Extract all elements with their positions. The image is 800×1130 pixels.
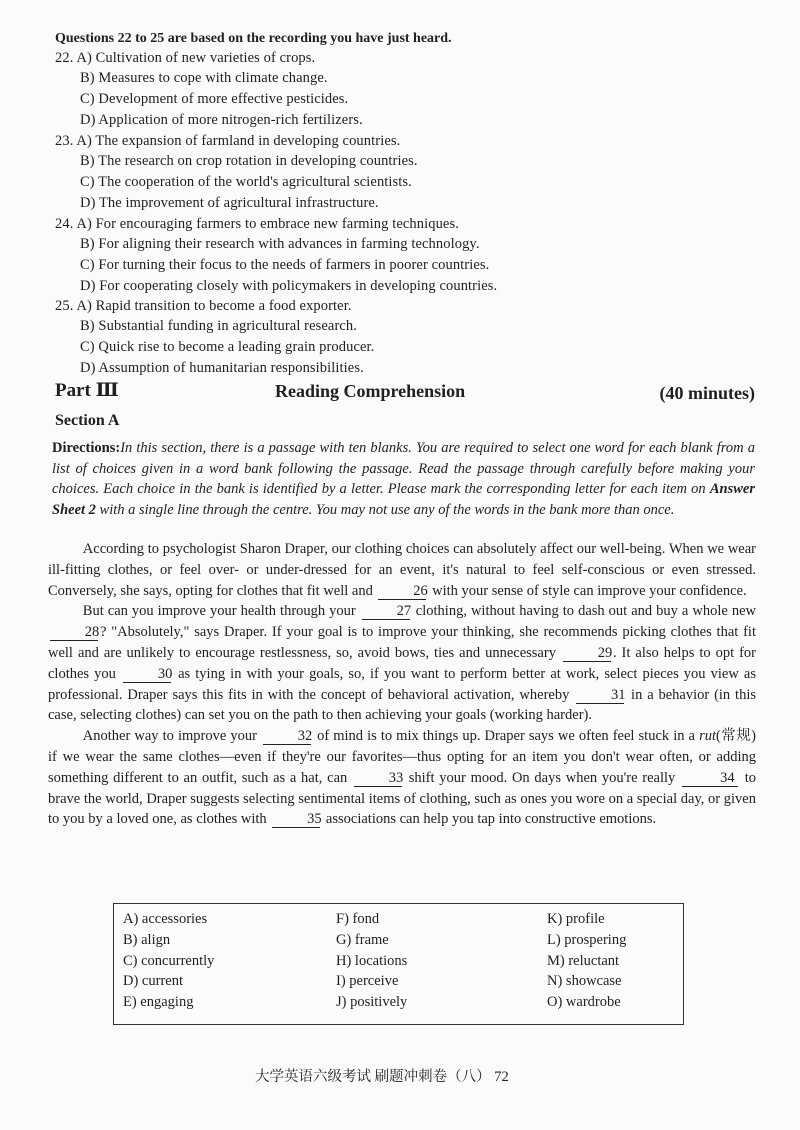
question-number: 22. [55,50,74,66]
option: A) For encouraging farmers to embrace new farming techniques. [76,216,459,232]
blank-29: 29 [563,645,611,662]
questions-header: Questions 22 to 25 are based on the recording you have just heard. [55,31,452,46]
answer-sheet-ref: Answer Sheet 2 [52,481,755,518]
word-bank-item: N) showcase [547,973,622,990]
word-bank [113,903,684,1025]
word-bank-column-3 [547,909,626,1013]
section-title: Section A [55,412,120,429]
page-footer: 大学英语六级考试 刷题冲刺卷（八） 72 [255,1069,509,1085]
word-bank-item: B) align [123,931,171,948]
paragraph-2: But can you improve your health through your 27 clothing, without having to dash out and buy a whole new 28? "Absolutely," says Draper. If your goal is to improve your thinking, she recommends picking clothes that fit well and are unlikely to encourage restlessness, so, avoid bows, ties and unnecessary 29. It also helps to opt for clothes you 30 as tying in with your goals, so, if you want to perform better at work, select pieces you view as professional. Draper says this fits in with the concept of behavioral activation, whereby 31 in a behavior (in this case, selecting clothes) can set you on the path to then achieving your goals (working harder). [48,603,756,724]
part-label: Part Ⅲ [55,380,119,401]
word-bank-item: C) concurrently [123,952,215,969]
word-bank-column-2 [336,909,407,1013]
italic-word: rut [699,728,716,745]
part-time: (40 minutes) [659,383,755,403]
paragraph-1: According to psychologist Sharon Draper, our clothing choices can absolutely affect our well-being. When we wear ill-fitting clothes, or feel over- or under-dressed for an event, it's natural to feel self-conscious or even stressed. Conversely, she says, opting for clothes that fit well and 26 with your sense of style can improve your confidence. [48,541,756,599]
option: B) The research on crop rotation in developing countries. [80,153,418,169]
option: C) For turning their focus to the needs of farmers in poorer countries. [80,257,490,273]
question-number: 24. [55,216,74,232]
word-bank-item: A) accessories [123,911,208,927]
word-bank-item: G) frame [336,931,389,948]
option: C) The cooperation of the world's agricultural scientists. [80,174,412,190]
option: B) For aligning their research with advances in farming technology. [80,236,480,252]
part-title: Reading Comprehension [275,381,466,401]
blank-32: 32 [263,728,311,745]
word-bank-item: O) wardrobe [547,994,621,1011]
word-bank-item: H) locations [336,952,408,969]
word-bank-item: D) current [123,973,183,990]
option: A) Cultivation of new varieties of crops. [76,50,316,66]
option: D) The improvement of agricultural infrastructure. [80,195,379,211]
word-bank-item: M) reluctant [547,952,620,969]
blank-31: 31 [576,687,624,704]
word-bank-item: F) fond [336,911,380,927]
word-bank-item: J) positively [336,994,408,1011]
question-22 [55,50,315,67]
question-25 [55,298,352,315]
word-bank-item: E) engaging [123,994,194,1011]
option: A) Rapid transition to become a food exporter. [76,298,352,314]
option: D) For cooperating closely with policymakers in developing countries. [80,278,498,294]
option: B) Measures to cope with climate change. [80,70,328,86]
paragraph-3: Another way to improve your 32 of mind is to mix things up. Draper says we often feel stuck in a rut(常规) if we wear the same clothes—even if they're our favorites—thus opting for an item you don't wear often, or adding something different to an outfit, such as a hat, can 33 shift your mood. On days when you're really 34 to brave the world, Draper suggests selecting sentimental items of clothing, such as ones you wore on a special day, or given to you by a loved one, as clothes with 35 associations can help you tap into constructive emotions. [48,728,756,828]
reading-passage [48,539,756,830]
word-bank-item: K) profile [547,911,605,927]
question-number: 25. [55,298,74,314]
part-heading [55,379,755,409]
question-23 [55,133,400,150]
blank-30: 30 [123,666,171,683]
chinese-gloss: (常规) [715,728,756,745]
question-24 [55,216,459,233]
directions-label: Directions: [52,440,121,456]
option: B) Substantial funding in agricultural research. [80,318,358,334]
option: D) Application of more nitrogen-rich fertilizers. [80,112,363,128]
blank-26: 26 [378,583,426,600]
blank-27: 27 [362,603,410,620]
directions: Directions:In this section, there is a passage with ten blanks. You are required to select one word for each blank from a list of choices given in a word bank following the passage. Read the passage through carefully before making your choices. Each choice in the bank is identified by a letter. Please mark the corresponding letter for each item on Answer Sheet 2 with a single line through the centre. You may not use any of the words in the bank more than once. [52,440,755,518]
option: D) Assumption of humanitarian responsibilities. [80,360,364,376]
word-bank-item: I) perceive [336,973,399,990]
blank-35: 35 [272,811,320,828]
word-bank-item: L) prospering [547,931,627,948]
option: C) Development of more effective pesticides. [80,91,349,107]
blank-28: 28 [50,624,98,641]
blank-34: 34 [682,770,738,787]
option: A) The expansion of farmland in developing countries. [76,133,401,149]
blank-33: 33 [354,770,402,787]
option: C) Quick rise to become a leading grain producer. [80,339,375,355]
word-bank-column-1 [123,909,214,1013]
question-number: 23. [55,133,74,149]
